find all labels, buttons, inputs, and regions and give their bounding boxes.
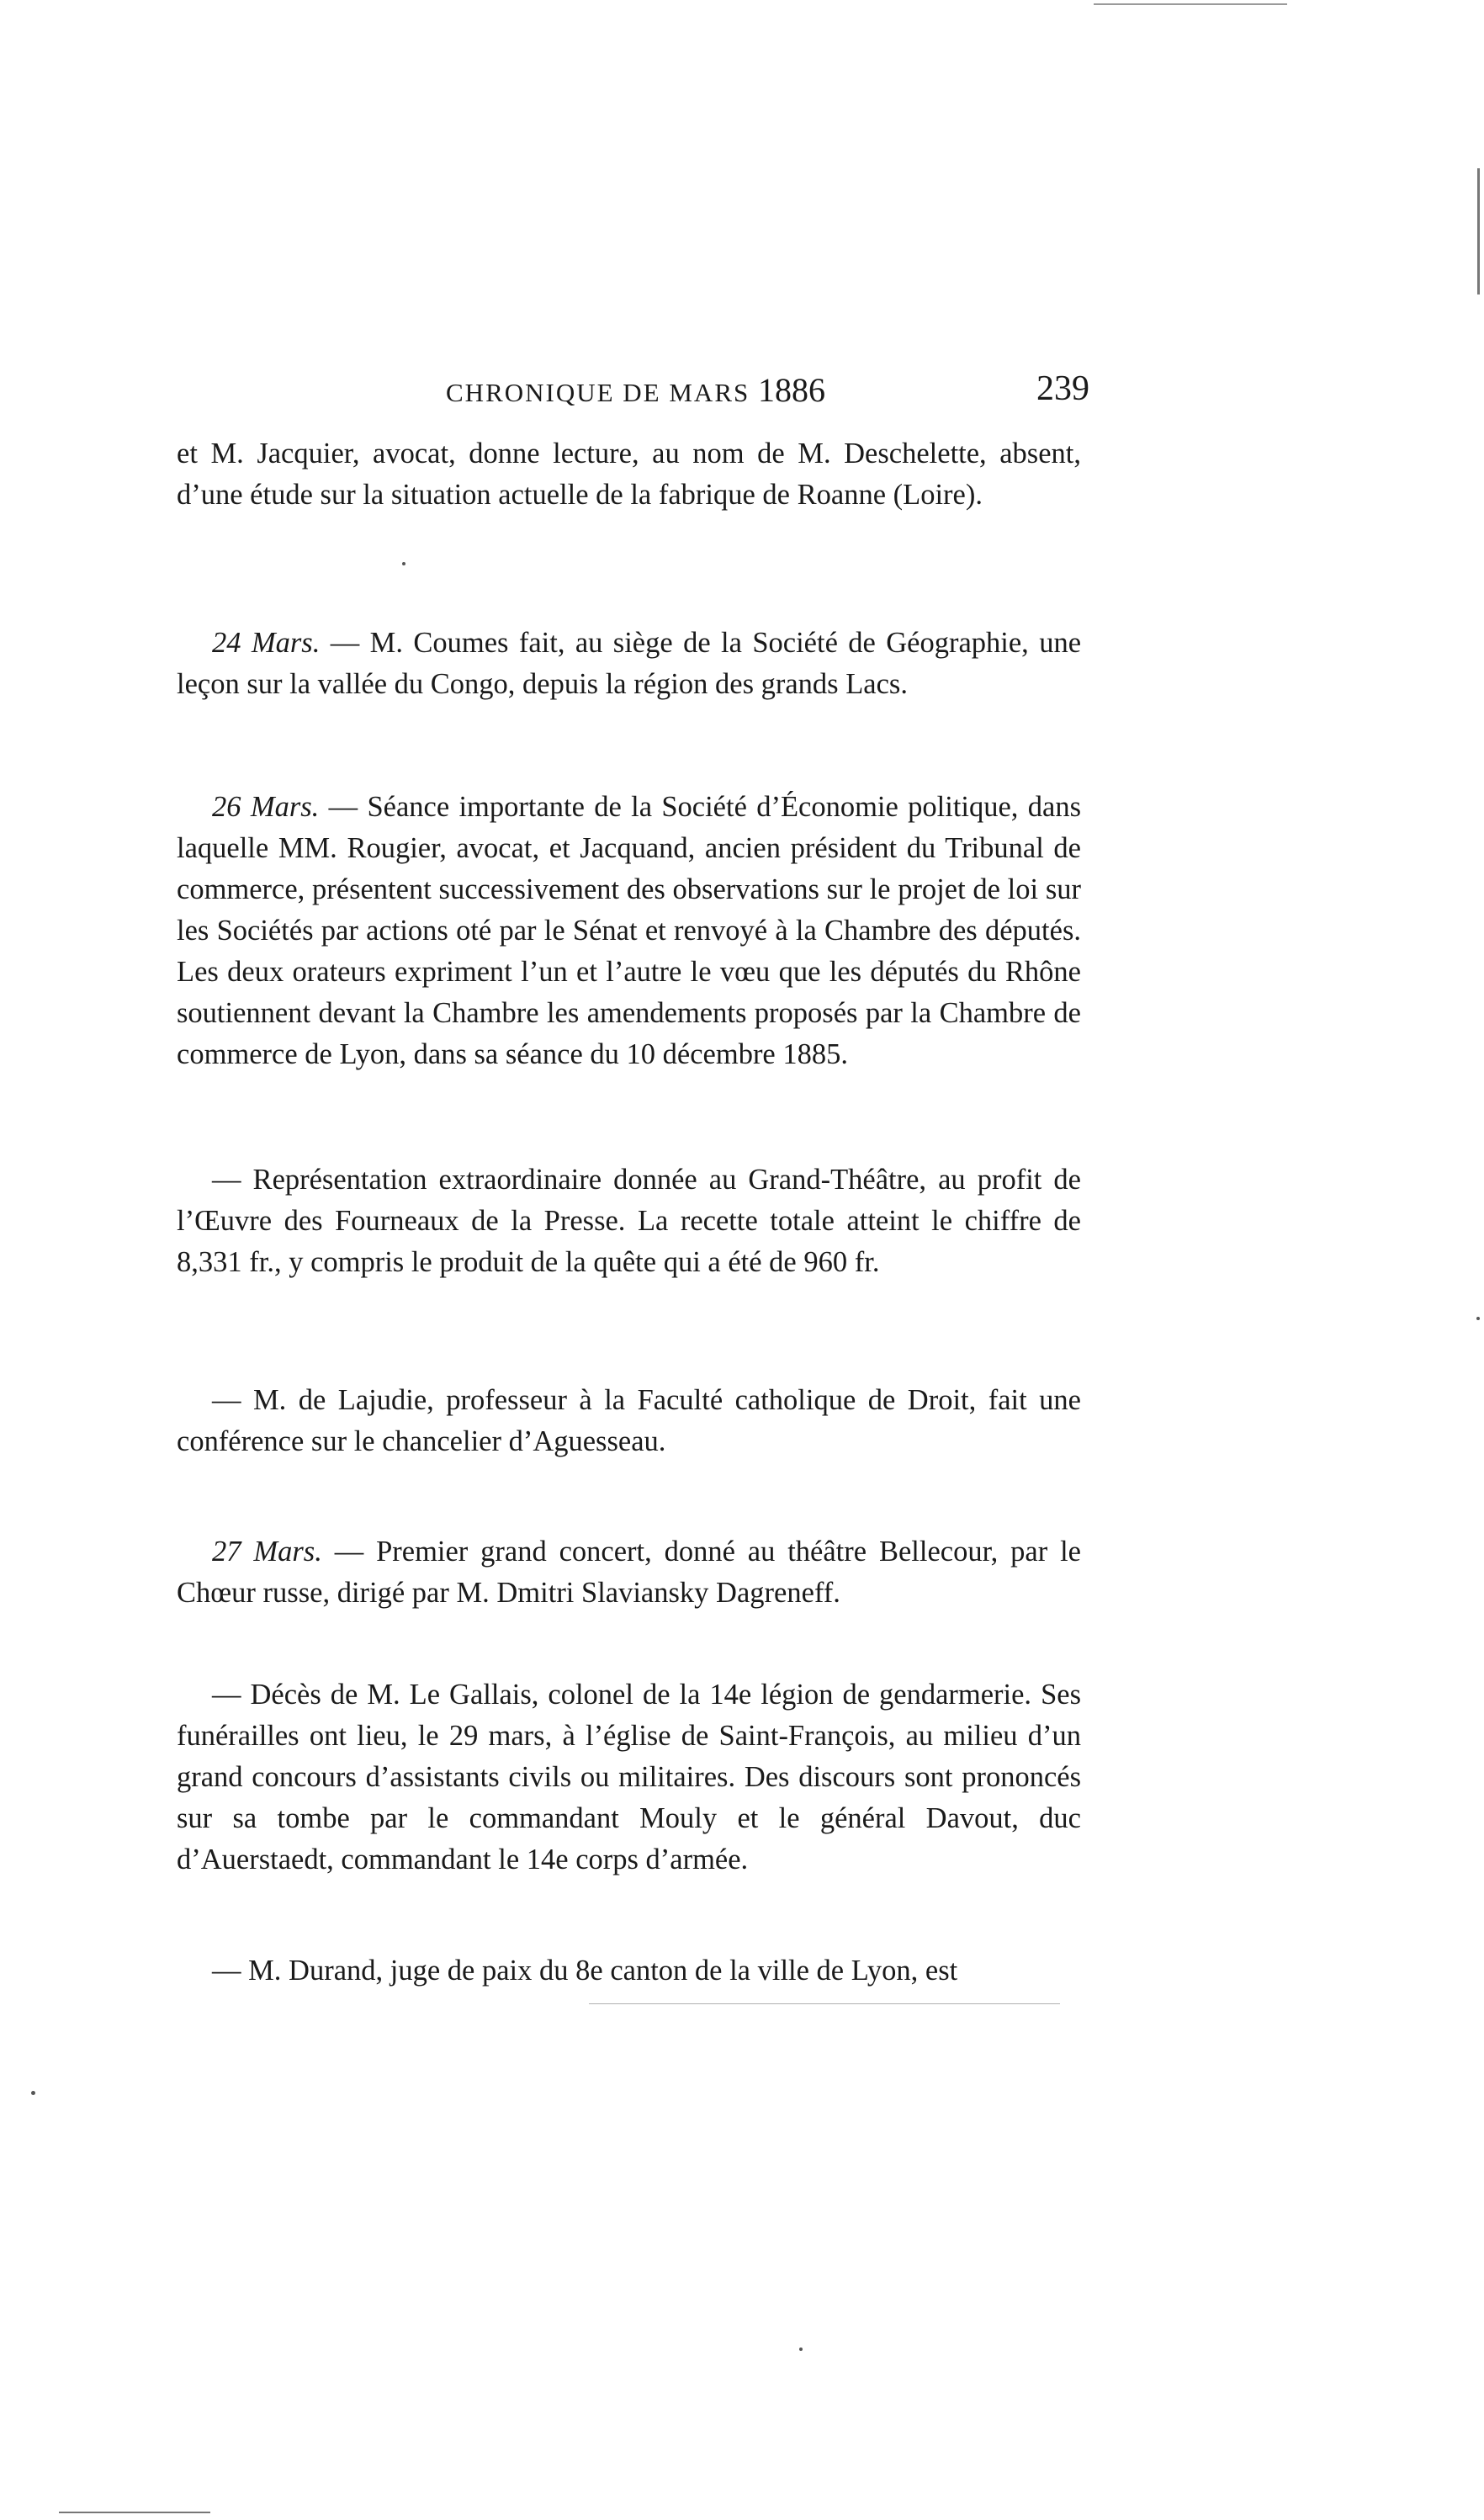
entry-date: 26 Mars. <box>212 791 320 823</box>
page-header <box>177 370 1089 421</box>
scan-edge-line-right <box>1477 168 1480 294</box>
paragraph-text: — M. Durand, juge de paix du 8e canton de la ville de Lyon, est <box>212 1955 958 1987</box>
scan-speck <box>402 562 405 565</box>
running-title <box>446 370 825 410</box>
scan-speck <box>799 2348 803 2351</box>
paragraph-text: — Décès de M. Le Gallais, colonel de la 14e légion de gendarmerie. Ses funérailles ont lieu, le 29 mars, à l’église de Saint-François, au milieu d’un grand concours d’assistants civils ou militaires. Des discours sont prononcés sur sa tombe par le commandant Mouly et le général Davout, duc d’Auerstaedt, commandant le 14e corps d’armée. <box>177 1679 1081 1875</box>
paragraph-text: — Représentation extraordinaire donnée au Grand-Théâtre, au profit de l’Œuvre des Fourneaux de la Presse. La recette totale atteint le chiffre de 8,331 fr., y compris le produit de la quête qui a été de 960 fr. <box>177 1164 1081 1278</box>
scan-edge-line-footer <box>59 2512 210 2513</box>
paragraph-text: — Premier grand concert, donné au théâtre Bellecour, par le Chœur russe, dirigé par M. Dmitri Slaviansky Dagreneff. <box>177 1536 1081 1609</box>
scan-speck <box>1476 1317 1480 1320</box>
paragraph-text: — M. Coumes fait, au siège de la Société de Géographie, une leçon sur la vallée du Congo, depuis la région des grands Lacs. <box>177 627 1082 700</box>
paragraph-lajudie <box>177 1380 1081 1462</box>
scan-speck <box>31 2091 35 2095</box>
entry-date: 27 Mars. <box>212 1536 322 1568</box>
paragraph-congo-lecture <box>177 623 1081 705</box>
paragraph-economie-politique <box>177 787 1081 1075</box>
entry-date: 24 Mars. <box>212 627 321 659</box>
scan-edge-line-bottom <box>589 2003 1060 2004</box>
scan-edge-line-top <box>1094 3 1287 5</box>
paragraph-choeur-russe <box>177 1531 1081 1614</box>
paragraph-text: et M. Jacquier, avocat, donne lecture, au nom de M. Deschelette, absent, d’une étude sur la situation actuelle de la fabrique de Roanne (Loire). <box>177 438 1081 511</box>
paragraph-text: — Séance importante de la Société d’Économie politique, dans laquelle MM. Rougier, avocat, et Jacquand, ancien président du Tribunal de commerce, présentent successivement des observations sur le projet de loi sur les Sociétés par actions oté par le Sénat et renvoyé à la Chambre des députés. Les deux orateurs expriment l’un et l’autre le vœu que les députés du Rhône soutiennent devant la Chambre les amendements proposés par la Chambre de commerce de Lyon, dans sa séance du 10 décembre 1885. <box>177 791 1081 1070</box>
page-number: 239 <box>1036 369 1089 408</box>
running-title-year: 1886 <box>758 371 825 409</box>
paragraph-le-gallais <box>177 1674 1081 1881</box>
paragraph-roanne-study <box>177 433 1081 516</box>
running-title-words: CHRONIQUE DE MARS <box>446 378 750 407</box>
paragraph-grand-theatre <box>177 1159 1081 1283</box>
paragraph-durand <box>177 1950 1081 1992</box>
paragraph-text: — M. de Lajudie, professeur à la Faculté catholique de Droit, fait une conférence sur le chancelier d’Aguesseau. <box>177 1384 1081 1457</box>
